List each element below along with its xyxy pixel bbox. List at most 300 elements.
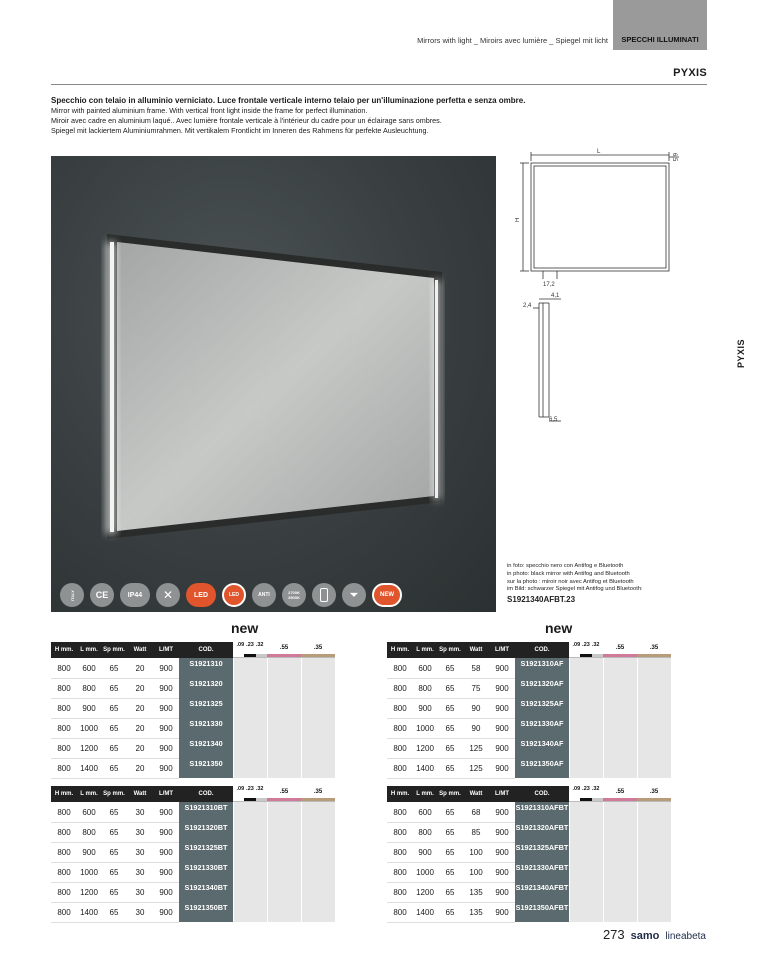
finish-cell <box>267 842 301 862</box>
table-row <box>387 824 706 842</box>
cell-w: 30 <box>135 908 145 917</box>
finish-cell <box>603 718 637 738</box>
cell-lmt: 900 <box>159 888 173 897</box>
spec-table <box>387 786 706 922</box>
finish-code: .55 <box>279 789 289 795</box>
finish-cell <box>603 822 637 842</box>
cell-code: S1921340AF <box>515 738 569 758</box>
description-fr: Miroir avec cadre en aluminium laqué.. Avec lumière frontale verticale à l'intérieur du cadre pour un éclairage sans ombres. <box>51 116 442 125</box>
cell-lmt: 900 <box>495 868 509 877</box>
table-header <box>51 642 370 658</box>
cell-lmt: 900 <box>495 908 509 917</box>
cell-w: 100 <box>469 848 483 857</box>
finish-header <box>301 642 335 657</box>
finish-swatch <box>592 654 603 657</box>
finish-cell <box>637 822 671 842</box>
photo-caption <box>507 563 643 605</box>
finish-swatch <box>603 654 637 657</box>
cell-lmt: 900 <box>495 684 509 693</box>
cell-lmt: 900 <box>159 868 173 877</box>
cell-w: 20 <box>135 764 145 773</box>
finish-cell <box>603 658 637 678</box>
cell-h: 800 <box>393 848 407 857</box>
table-row <box>51 904 370 922</box>
caption-de: im Bild: schwarzer Spiegel mit Antifog und Bluetooth: <box>507 586 643 593</box>
cell-l: 600 <box>418 808 432 817</box>
header-col-s: Sp mm. <box>103 791 125 797</box>
header-col-cod: COD. <box>534 647 550 653</box>
finish-header <box>603 642 637 657</box>
finish-cell <box>301 902 335 922</box>
cell-code: S1921320AFBT <box>515 822 569 842</box>
cell-w: 20 <box>135 684 145 693</box>
table-row <box>387 680 706 698</box>
finish-swatch <box>580 798 591 801</box>
cell-code: S1921310AF <box>515 658 569 678</box>
finish-swatch <box>301 798 335 801</box>
header-col-cod: COD. <box>198 791 214 797</box>
table-row <box>51 660 370 678</box>
finish-cell <box>267 658 301 678</box>
spec-table <box>387 642 706 778</box>
table-row <box>387 760 706 778</box>
caption-it: in foto: specchio nero con Antifog e Bluetooth <box>507 563 624 569</box>
finish-cell <box>569 862 603 882</box>
header-col-h: H mm. <box>390 791 410 797</box>
profile-side-label: 2,4 <box>523 303 532 309</box>
new-icon: NEW <box>372 583 402 607</box>
new-label-left: new <box>231 620 259 636</box>
cell-h: 800 <box>57 684 71 693</box>
header-col-w: Watt <box>133 647 147 653</box>
cell-l: 1000 <box>416 724 434 733</box>
cell-h: 800 <box>57 724 71 733</box>
ce-mark-icon: CE <box>90 583 114 607</box>
finish-cell <box>301 882 335 902</box>
cell-lmt: 900 <box>159 848 173 857</box>
cell-lmt: 900 <box>159 908 173 917</box>
switch-icon <box>312 583 336 607</box>
finish-cell <box>267 718 301 738</box>
finish-cell <box>637 802 671 822</box>
cell-l: 1400 <box>80 908 98 917</box>
cell-sp: 65 <box>445 868 455 877</box>
cell-l: 1200 <box>80 744 98 753</box>
mirror-illustration <box>51 156 496 612</box>
finish-cell <box>301 658 335 678</box>
finish-cell <box>233 718 267 738</box>
cell-lmt: 900 <box>495 848 509 857</box>
table-row <box>387 700 706 718</box>
cell-h: 800 <box>393 744 407 753</box>
cell-lmt: 900 <box>159 704 173 713</box>
depth-label: 6,5 <box>671 153 677 162</box>
header-col-lm: L/MT <box>495 791 509 797</box>
finish-cell <box>233 658 267 678</box>
finish-cell <box>603 698 637 718</box>
cell-w: 125 <box>469 764 483 773</box>
bottom-label: 17,2 <box>543 282 555 288</box>
header-col-h: H mm. <box>390 647 410 653</box>
finish-code: .32 <box>591 786 600 792</box>
section-tab: SPECCHI ILLUMINATI <box>613 0 707 50</box>
cell-h: 800 <box>57 848 71 857</box>
table-header <box>387 642 706 658</box>
finish-swatch <box>592 798 603 801</box>
finish-group-header <box>233 642 267 657</box>
product-name: PYXIS <box>673 67 707 79</box>
cell-h: 800 <box>57 704 71 713</box>
finish-swatch <box>267 798 301 801</box>
finish-cell <box>569 822 603 842</box>
finish-cell <box>301 862 335 882</box>
finish-code: .55 <box>615 789 625 795</box>
finish-swatch <box>244 654 255 657</box>
table-row <box>387 720 706 738</box>
brand-lineabeta: lineabeta <box>665 931 706 942</box>
front-view-outer <box>531 163 669 271</box>
cell-l: 1000 <box>80 724 98 733</box>
cell-lmt: 900 <box>159 664 173 673</box>
cell-code: S1921330BT <box>179 862 233 882</box>
cell-w: 68 <box>471 808 481 817</box>
finish-cell <box>301 842 335 862</box>
finish-code: .35 <box>313 789 323 795</box>
header-col-l: L mm. <box>416 791 434 797</box>
cell-sp: 65 <box>109 888 119 897</box>
feature-icons <box>60 583 402 607</box>
cell-sp: 65 <box>445 848 455 857</box>
finish-cell <box>637 758 671 778</box>
cell-h: 800 <box>57 808 71 817</box>
cell-sp: 65 <box>445 764 455 773</box>
finish-group-header <box>569 642 603 657</box>
cell-l: 900 <box>418 704 432 713</box>
cell-sp: 65 <box>109 764 119 773</box>
finish-cell <box>603 862 637 882</box>
finish-cell <box>637 698 671 718</box>
cell-h: 800 <box>57 908 71 917</box>
cell-code: S1921350AFBT <box>515 902 569 922</box>
cell-l: 1400 <box>416 764 434 773</box>
finish-cell <box>301 738 335 758</box>
cell-w: 100 <box>469 868 483 877</box>
cell-code: S1921310AFBT <box>515 802 569 822</box>
header-col-s: Sp mm. <box>439 791 461 797</box>
cell-h: 800 <box>393 724 407 733</box>
cell-sp: 65 <box>109 908 119 917</box>
finish-header <box>267 786 301 801</box>
finish-code: .23 <box>246 786 254 792</box>
description-de: Spiegel mit lackiertem Aluminiumrahmen. Mit vertikalem Frontlicht im Inneren des Rahmens für perfekte Ausleuchtung. <box>51 126 429 135</box>
finish-swatch <box>603 798 637 801</box>
cell-h: 800 <box>57 664 71 673</box>
cell-h: 800 <box>393 888 407 897</box>
caption-en: in photo: black mirror with Antifog and Bluetooth <box>507 570 630 577</box>
finish-code: .35 <box>313 645 323 651</box>
cell-w: 20 <box>135 724 145 733</box>
header-col-lm: L/MT <box>159 791 173 797</box>
header-col-s: Sp mm. <box>103 647 125 653</box>
cell-sp: 65 <box>445 908 455 917</box>
finish-cell <box>267 822 301 842</box>
finish-cell <box>569 842 603 862</box>
finish-code: .23 <box>582 642 590 648</box>
cell-lmt: 900 <box>495 764 509 773</box>
cell-lmt: 900 <box>495 704 509 713</box>
finish-code: .23 <box>246 642 254 648</box>
cell-lmt: 900 <box>495 664 509 673</box>
header-col-w: Watt <box>133 791 147 797</box>
cell-sp: 65 <box>109 724 119 733</box>
page-number: 273 <box>602 927 625 942</box>
table-row <box>51 824 370 842</box>
cell-w: 75 <box>471 684 481 693</box>
finish-swatch <box>233 798 244 801</box>
cell-lmt: 900 <box>159 744 173 753</box>
finish-cell <box>637 902 671 922</box>
table-row <box>51 760 370 778</box>
table-row <box>51 720 370 738</box>
finish-cell <box>637 882 671 902</box>
cell-l: 1000 <box>416 868 434 877</box>
cell-sp: 65 <box>445 704 455 713</box>
finish-code: .55 <box>615 645 625 651</box>
finish-swatch <box>637 654 671 657</box>
finish-cell <box>603 678 637 698</box>
cell-lmt: 900 <box>159 724 173 733</box>
cell-l: 800 <box>82 828 96 837</box>
table-row <box>51 884 370 902</box>
cell-sp: 65 <box>445 828 455 837</box>
table-header <box>51 786 370 802</box>
finish-cell <box>267 738 301 758</box>
finish-swatch <box>233 654 244 657</box>
header-categories: Mirrors with light _ Miroirs avec lumière _ Spiegel mit licht <box>417 36 608 45</box>
cell-code: S1921340AFBT <box>515 882 569 902</box>
cell-l: 900 <box>82 848 96 857</box>
height-label: H <box>515 217 521 222</box>
finish-cell <box>233 738 267 758</box>
finish-cell <box>637 658 671 678</box>
finish-code: .23 <box>582 786 590 792</box>
finish-header <box>637 786 671 801</box>
cell-code: S1921350AF <box>515 758 569 778</box>
finish-cell <box>267 698 301 718</box>
cell-l: 1400 <box>80 764 98 773</box>
cell-l: 1400 <box>416 908 434 917</box>
finish-swatch <box>301 654 335 657</box>
cell-w: 135 <box>469 888 483 897</box>
finish-code: .32 <box>255 786 264 792</box>
finish-cell <box>603 758 637 778</box>
finish-cell <box>301 758 335 778</box>
finish-swatch <box>569 798 580 801</box>
finish-cell <box>603 802 637 822</box>
cell-w: 30 <box>135 868 145 877</box>
cell-l: 600 <box>418 664 432 673</box>
description-en: Mirror with painted aluminium frame. With vertical front light inside the frame for perfect illumination. <box>51 106 368 115</box>
finish-code: .32 <box>591 642 600 648</box>
profile-top-label: 4,1 <box>551 293 560 299</box>
finish-cell <box>301 822 335 842</box>
table-row <box>387 660 706 678</box>
cell-w: 90 <box>471 724 481 733</box>
finish-cell <box>267 882 301 902</box>
finish-swatch <box>267 654 301 657</box>
left-light-strip <box>110 242 114 532</box>
header-col-l: L mm. <box>80 791 98 797</box>
cell-h: 800 <box>393 704 407 713</box>
cell-h: 800 <box>57 888 71 897</box>
cell-sp: 65 <box>109 744 119 753</box>
finish-code: .09 <box>236 786 245 792</box>
cell-h: 800 <box>57 868 71 877</box>
cell-w: 135 <box>469 908 483 917</box>
cell-w: 30 <box>135 888 145 897</box>
cell-sp: 65 <box>445 888 455 897</box>
cell-lmt: 900 <box>159 764 173 773</box>
mirror-glass <box>117 242 434 531</box>
caption-code: S1921340AFBT.23 <box>507 595 576 605</box>
finish-cell <box>267 678 301 698</box>
cell-code: S1921350 <box>179 758 233 778</box>
finish-cell <box>267 862 301 882</box>
cell-h: 800 <box>57 828 71 837</box>
cell-l: 900 <box>418 848 432 857</box>
antifog-icon: ANTI <box>252 583 276 607</box>
finish-cell <box>301 678 335 698</box>
cell-w: 90 <box>471 704 481 713</box>
cell-code: S1921310 <box>179 658 233 678</box>
cell-w: 20 <box>135 744 145 753</box>
table-row <box>387 884 706 902</box>
table-row <box>51 804 370 822</box>
cell-l: 800 <box>82 684 96 693</box>
cell-h: 800 <box>393 908 407 917</box>
finish-header <box>603 786 637 801</box>
finish-swatch <box>569 654 580 657</box>
table-row <box>51 844 370 862</box>
product-description <box>51 96 691 136</box>
cell-l: 600 <box>82 664 96 673</box>
cell-w: 30 <box>135 808 145 817</box>
finish-cell <box>233 862 267 882</box>
finish-cell <box>267 902 301 922</box>
cell-w: 30 <box>135 848 145 857</box>
cell-w: 85 <box>471 828 481 837</box>
cell-l: 600 <box>82 808 96 817</box>
cell-code: S1921320 <box>179 678 233 698</box>
cell-h: 800 <box>57 764 71 773</box>
cell-w: 20 <box>135 704 145 713</box>
finish-cell <box>233 678 267 698</box>
cell-lmt: 900 <box>495 724 509 733</box>
finish-cell <box>267 758 301 778</box>
table-row <box>51 700 370 718</box>
product-photo <box>51 156 496 612</box>
finish-cell <box>569 802 603 822</box>
header-col-s: Sp mm. <box>439 647 461 653</box>
finish-cell <box>233 698 267 718</box>
header-col-cod: COD. <box>534 791 550 797</box>
cell-l: 1200 <box>416 888 434 897</box>
header-col-w: Watt <box>469 647 483 653</box>
cell-sp: 65 <box>109 704 119 713</box>
cell-sp: 65 <box>109 828 119 837</box>
table-row <box>51 680 370 698</box>
cell-h: 800 <box>393 808 407 817</box>
cell-sp: 65 <box>109 848 119 857</box>
cell-sp: 65 <box>109 684 119 693</box>
finish-cell <box>569 658 603 678</box>
cell-code: S1921325 <box>179 698 233 718</box>
finish-header <box>637 642 671 657</box>
header-col-l: L mm. <box>80 647 98 653</box>
finish-code: .09 <box>572 642 581 648</box>
finish-cell <box>569 882 603 902</box>
cell-lmt: 900 <box>495 828 509 837</box>
header-col-h: H mm. <box>54 791 74 797</box>
cell-sp: 65 <box>109 868 119 877</box>
cell-lmt: 900 <box>495 888 509 897</box>
finish-cell <box>603 738 637 758</box>
finish-group-header <box>569 786 603 801</box>
finish-cell <box>603 882 637 902</box>
cell-w: 58 <box>471 664 481 673</box>
table-row <box>51 864 370 882</box>
finish-cell <box>569 718 603 738</box>
side-product-label: PYXIS <box>736 338 746 368</box>
cell-code: S1921325AFBT <box>515 842 569 862</box>
finish-cell <box>233 822 267 842</box>
header-col-w: Watt <box>469 791 483 797</box>
cell-lmt: 900 <box>159 684 173 693</box>
width-label: L <box>597 149 601 155</box>
cell-sp: 65 <box>445 664 455 673</box>
finish-cell <box>637 678 671 698</box>
cell-sp: 65 <box>109 808 119 817</box>
caption-fr: sur la photo : miroir noir avec Antifog et Bluetooth <box>507 578 634 585</box>
cell-l: 900 <box>82 704 96 713</box>
header-col-lm: L/MT <box>159 647 173 653</box>
finish-cell <box>569 758 603 778</box>
finish-header <box>301 786 335 801</box>
finish-group-header <box>233 786 267 801</box>
cell-code: S1921350BT <box>179 902 233 922</box>
cell-lmt: 900 <box>495 744 509 753</box>
header-col-h: H mm. <box>54 647 74 653</box>
finish-swatch <box>637 798 671 801</box>
table-row <box>387 844 706 862</box>
finish-cell <box>233 802 267 822</box>
cell-l: 800 <box>418 684 432 693</box>
cell-lmt: 900 <box>159 808 173 817</box>
cell-code: S1921330AFBT <box>515 862 569 882</box>
front-view-inner <box>534 166 666 268</box>
cell-code: S1921320AF <box>515 678 569 698</box>
lamp-icon: ⏷ <box>342 583 366 607</box>
brand-samo: samo <box>630 930 660 942</box>
finish-cell <box>603 902 637 922</box>
description-it: Specchio con telaio in alluminio verniciato. Luce frontale verticale interno telaio per un'illuminazione perfetta e senza ombre. <box>51 96 526 105</box>
finish-code: .55 <box>279 645 289 651</box>
cell-h: 800 <box>393 684 407 693</box>
cell-w: 30 <box>135 828 145 837</box>
cell-code: S1921330 <box>179 718 233 738</box>
cell-h: 800 <box>57 744 71 753</box>
finish-cell <box>637 718 671 738</box>
